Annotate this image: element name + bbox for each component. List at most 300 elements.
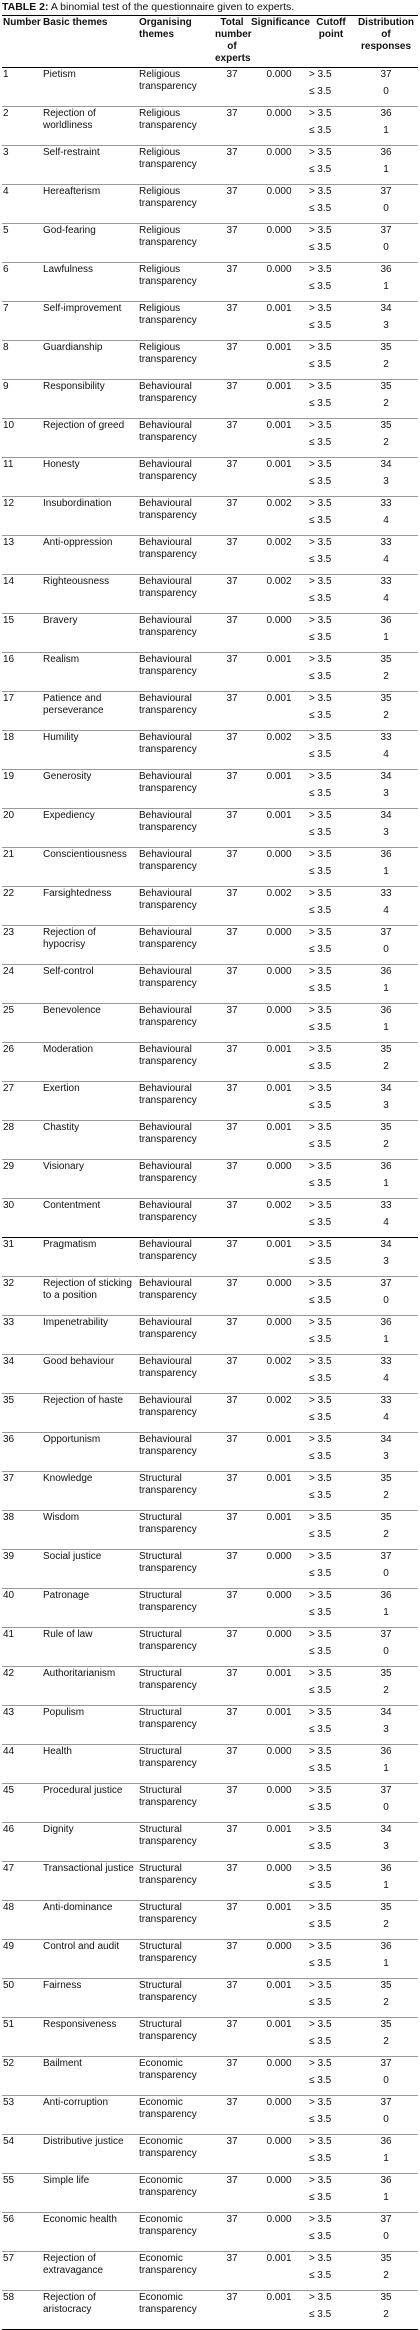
cell-distribution — [354, 1901, 418, 1940]
cell-organising-theme: Structural transparency — [138, 1940, 214, 1979]
cell-organising-theme: Religious transparency — [138, 107, 214, 146]
cell-total-experts: 37 — [214, 1667, 250, 1706]
cell-significance: 0.000 — [250, 1784, 308, 1823]
cell-cutoff-point — [308, 458, 354, 497]
distribution-below: 0 — [383, 2231, 389, 2242]
cell-number: 37 — [2, 1472, 42, 1511]
distribution-above: 34 — [380, 1824, 392, 1835]
cutoff-above: > 3.5 — [309, 225, 332, 236]
distribution-above: 33 — [380, 576, 392, 587]
cell-cutoff-point — [308, 2213, 354, 2252]
cell-basic-theme: Rejection of haste — [42, 1394, 138, 1433]
cell-significance: 0.002 — [250, 1199, 308, 1238]
cell-total-experts: 37 — [214, 458, 250, 497]
cell-basic-theme: Conscientiousness — [42, 848, 138, 887]
table-row — [2, 1940, 418, 1979]
cell-number: 23 — [2, 926, 42, 965]
cell-total-experts: 37 — [214, 887, 250, 926]
cell-basic-theme: Insubordination — [42, 497, 138, 536]
cell-basic-theme: Guardianship — [42, 341, 138, 380]
cell-organising-theme: Economic transparency — [138, 2291, 214, 2330]
cell-significance: 0.000 — [250, 1160, 308, 1199]
cell-distribution — [354, 1433, 418, 1472]
table-caption-text: A binomial test of the questionnaire given to experts. — [50, 1, 295, 13]
cell-basic-theme: Responsiveness — [42, 2018, 138, 2057]
cell-significance: 0.000 — [250, 1550, 308, 1589]
cell-distribution — [354, 341, 418, 380]
cutoff-above: > 3.5 — [309, 1746, 332, 1757]
cutoff-above: > 3.5 — [309, 2136, 332, 2147]
table-row — [2, 1628, 418, 1667]
table-row — [2, 341, 418, 380]
cell-total-experts: 37 — [214, 2213, 250, 2252]
cell-distribution — [354, 458, 418, 497]
cell-organising-theme: Religious transparency — [138, 185, 214, 224]
cell-organising-theme: Structural transparency — [138, 1784, 214, 1823]
distribution-above: 36 — [380, 108, 392, 119]
cell-cutoff-point — [308, 1784, 354, 1823]
cell-significance: 0.001 — [250, 419, 308, 458]
cutoff-above: > 3.5 — [309, 888, 332, 899]
distribution-above: 34 — [380, 1434, 392, 1445]
distribution-below: 4 — [383, 1412, 389, 1423]
cell-significance: 0.002 — [250, 731, 308, 770]
table-row — [2, 68, 418, 107]
cell-number: 58 — [2, 2291, 42, 2330]
distribution-above: 36 — [380, 615, 392, 626]
cell-basic-theme: God-fearing — [42, 224, 138, 263]
distribution-below: 2 — [383, 1997, 389, 2008]
cutoff-below: ≤ 3.5 — [309, 593, 332, 604]
cell-number: 43 — [2, 1706, 42, 1745]
cell-basic-theme: Pragmatism — [42, 1238, 138, 1277]
distribution-below: 3 — [383, 476, 389, 487]
cutoff-above: > 3.5 — [309, 1278, 332, 1289]
cell-significance: 0.002 — [250, 536, 308, 575]
distribution-above: 35 — [380, 1122, 392, 1133]
distribution-below: 2 — [383, 437, 389, 448]
cell-number: 20 — [2, 809, 42, 848]
cutoff-above: > 3.5 — [309, 1161, 332, 1172]
cell-organising-theme: Structural transparency — [138, 1823, 214, 1862]
cell-distribution — [354, 1199, 418, 1238]
distribution-above: 35 — [380, 420, 392, 431]
cutoff-below: ≤ 3.5 — [309, 554, 332, 565]
distribution-above: 33 — [380, 498, 392, 509]
cell-total-experts: 37 — [214, 1277, 250, 1316]
cell-cutoff-point — [308, 848, 354, 887]
cell-significance: 0.000 — [250, 107, 308, 146]
cell-total-experts: 37 — [214, 2018, 250, 2057]
cell-significance: 0.001 — [250, 1667, 308, 1706]
table-row — [2, 1589, 418, 1628]
cell-organising-theme: Economic transparency — [138, 2057, 214, 2096]
cutoff-below: ≤ 3.5 — [309, 281, 332, 292]
binomial-test-table — [2, 15, 418, 2330]
cell-significance: 0.001 — [250, 809, 308, 848]
cutoff-above: > 3.5 — [309, 1512, 332, 1523]
cell-total-experts: 37 — [214, 1550, 250, 1589]
cell-organising-theme: Economic transparency — [138, 2252, 214, 2291]
cell-basic-theme: Opportunism — [42, 1433, 138, 1472]
cell-organising-theme: Religious transparency — [139, 69, 197, 92]
cell-number: 42 — [2, 1667, 42, 1706]
cutoff-below: ≤ 3.5 — [309, 359, 332, 370]
cell-number: 47 — [2, 1862, 42, 1901]
cell-distribution — [354, 224, 418, 263]
table-row — [2, 1355, 418, 1394]
cell-total-experts: 37 — [214, 497, 250, 536]
cell-significance: 0.001 — [250, 1901, 308, 1940]
cell-distribution — [354, 2291, 418, 2330]
cutoff-above: > 3.5 — [309, 927, 332, 938]
cell-cutoff-point — [308, 1550, 354, 1589]
distribution-above: 33 — [380, 1200, 392, 1211]
cell-total-experts: 37 — [214, 185, 250, 224]
cutoff-below: ≤ 3.5 — [309, 1490, 332, 1501]
cutoff-above: > 3.5 — [309, 2097, 332, 2108]
cell-number: 55 — [2, 2174, 42, 2213]
cell-basic-theme: Anti-corruption — [42, 2096, 138, 2135]
cutoff-below: ≤ 3.5 — [309, 749, 332, 760]
distribution-below: 4 — [383, 593, 389, 604]
cell-basic-theme: Rejection of worldliness — [42, 107, 138, 146]
cutoff-below: ≤ 3.5 — [309, 905, 332, 916]
distribution-above: 36 — [380, 2136, 392, 2147]
cell-number: 29 — [2, 1160, 42, 1199]
cell-total-experts: 37 — [214, 536, 250, 575]
cell-basic-theme: Self-improvement — [42, 302, 138, 341]
table-row — [2, 1550, 418, 1589]
cell-distribution — [354, 2252, 418, 2291]
cell-significance: 0.000 — [250, 1589, 308, 1628]
cell-number: 7 — [2, 302, 42, 341]
cell-organising-theme: Behavioural transparency — [138, 1355, 214, 1394]
cell-total-experts: 37 — [214, 692, 250, 731]
table-row — [2, 1706, 418, 1745]
cell-number: 36 — [2, 1433, 42, 1472]
cutoff-above: > 3.5 — [309, 498, 332, 509]
cell-cutoff-point — [308, 107, 354, 146]
cell-basic-theme: Populism — [42, 1706, 138, 1745]
cell-total-experts: 37 — [214, 731, 250, 770]
cell-total-experts: 37 — [214, 848, 250, 887]
table-row — [2, 1394, 418, 1433]
cell-significance: 0.000 — [250, 2057, 308, 2096]
cell-distribution — [354, 692, 418, 731]
distribution-above: 36 — [380, 1005, 392, 1016]
table-caption — [2, 0, 418, 14]
cell-significance: 0.001 — [250, 2252, 308, 2291]
cutoff-below: ≤ 3.5 — [309, 944, 332, 955]
distribution-above: 35 — [380, 1668, 392, 1679]
cell-significance: 0.002 — [250, 497, 308, 536]
cutoff-below: ≤ 3.5 — [309, 1373, 332, 1384]
cell-distribution — [354, 1394, 418, 1433]
distribution-below: 1 — [383, 983, 389, 994]
cutoff-above: > 3.5 — [309, 2175, 332, 2186]
cell-organising-theme: Behavioural transparency — [138, 692, 214, 731]
cell-cutoff-point — [308, 1706, 354, 1745]
cutoff-above: > 3.5 — [309, 2058, 332, 2069]
cell-total-experts: 37 — [214, 575, 250, 614]
distribution-above: 33 — [380, 732, 392, 743]
cell-significance: 0.000 — [250, 1940, 308, 1979]
cutoff-above: > 3.5 — [309, 2253, 332, 2264]
table-row — [2, 926, 418, 965]
cell-distribution — [354, 1628, 418, 1667]
cell-basic-theme: Expediency — [42, 809, 138, 848]
cutoff-below: ≤ 3.5 — [309, 2036, 332, 2047]
cell-distribution — [354, 809, 418, 848]
cell-cutoff-point — [308, 2135, 354, 2174]
cell-distribution — [354, 1979, 418, 2018]
header-total-experts: Total number of experts — [214, 16, 250, 68]
cutoff-below: ≤ 3.5 — [309, 1763, 332, 1774]
cell-distribution — [354, 302, 418, 341]
distribution-below: 1 — [383, 1958, 389, 1969]
cell-organising-theme: Religious transparency — [138, 146, 214, 185]
distribution-above: 36 — [380, 1161, 392, 1172]
table-row — [2, 2291, 418, 2330]
cell-total-experts: 37 — [214, 224, 250, 263]
table-row — [2, 2057, 418, 2096]
cell-significance: 0.002 — [250, 575, 308, 614]
distribution-above: 36 — [380, 1317, 392, 1328]
cutoff-below: ≤ 3.5 — [309, 2231, 332, 2242]
cell-significance: 0.000 — [250, 2096, 308, 2135]
cell-significance: 0.000 — [250, 185, 308, 224]
cell-total-experts: 37 — [214, 1160, 250, 1199]
cutoff-below: ≤ 3.5 — [309, 515, 332, 526]
cell-distribution — [354, 2096, 418, 2135]
cell-organising-theme: Behavioural transparency — [138, 1160, 214, 1199]
cell-distribution — [354, 107, 418, 146]
distribution-above: 36 — [380, 1941, 392, 1952]
distribution-below: 4 — [383, 1217, 389, 1228]
cell-significance: 0.000 — [250, 224, 308, 263]
cell-cutoff-point — [308, 185, 354, 224]
cell-organising-theme: Economic transparency — [138, 2174, 214, 2213]
cell-basic-theme: Bailment — [42, 2057, 138, 2096]
cell-total-experts: 37 — [214, 2096, 250, 2135]
cell-cutoff-point — [308, 809, 354, 848]
cell-total-experts: 37 — [214, 302, 250, 341]
cutoff-above: > 3.5 — [309, 654, 332, 665]
cutoff-above: > 3.5 — [309, 147, 332, 158]
cutoff-below: ≤ 3.5 — [309, 1607, 332, 1618]
table-row — [2, 224, 418, 263]
cell-basic-theme: Distributive justice — [42, 2135, 138, 2174]
distribution-above: 37 — [380, 927, 392, 938]
cell-significance: 0.001 — [250, 1043, 308, 1082]
cell-total-experts: 37 — [214, 107, 250, 146]
distribution-below: 0 — [383, 242, 389, 253]
cell-cutoff-point — [308, 263, 354, 302]
distribution-below: 2 — [383, 710, 389, 721]
cutoff-above: > 3.5 — [309, 1551, 332, 1562]
cell-number: 6 — [2, 263, 42, 302]
cell-total-experts: 37 — [214, 1628, 250, 1667]
cutoff-above: > 3.5 — [309, 2019, 332, 2030]
table-row — [2, 497, 418, 536]
table-row — [2, 1199, 418, 1238]
cell-significance: 0.000 — [250, 263, 308, 302]
cell-total-experts: 37 — [214, 1316, 250, 1355]
cell-total-experts: 37 — [214, 1043, 250, 1082]
cell-cutoff-point — [308, 1238, 354, 1277]
cell-cutoff-point — [308, 1979, 354, 2018]
cell-organising-theme: Behavioural transparency — [138, 380, 214, 419]
distribution-above: 36 — [380, 2175, 392, 2186]
distribution-below: 1 — [383, 2153, 389, 2164]
cutoff-below: ≤ 3.5 — [309, 1529, 332, 1540]
cell-distribution — [354, 185, 418, 224]
cell-distribution — [354, 1277, 418, 1316]
cell-cutoff-point — [308, 536, 354, 575]
cutoff-above: > 3.5 — [309, 1785, 332, 1796]
distribution-below: 0 — [383, 944, 389, 955]
cutoff-below: ≤ 3.5 — [309, 983, 332, 994]
cell-basic-theme: Good behaviour — [42, 1355, 138, 1394]
distribution-above: 37 — [380, 1551, 392, 1562]
cell-cutoff-point — [308, 1628, 354, 1667]
table-row — [2, 185, 418, 224]
cell-basic-theme: Responsibility — [42, 380, 138, 419]
cell-number: 2 — [2, 107, 42, 146]
distribution-below: 0 — [383, 86, 389, 97]
cell-total-experts: 37 — [214, 653, 250, 692]
distribution-below: 2 — [383, 2309, 389, 2320]
cell-distribution — [354, 731, 418, 770]
cutoff-below: ≤ 3.5 — [309, 671, 332, 682]
cell-distribution — [354, 1862, 418, 1901]
table-row — [2, 1277, 418, 1316]
cell-basic-theme: Honesty — [42, 458, 138, 497]
distribution-above: 35 — [380, 342, 392, 353]
cutoff-below: ≤ 3.5 — [309, 866, 332, 877]
cell-organising-theme: Structural transparency — [138, 1745, 214, 1784]
distribution-above: 34 — [380, 771, 392, 782]
table-row — [2, 1082, 418, 1121]
table-row — [2, 1238, 418, 1277]
cell-cutoff-point — [308, 146, 354, 185]
cell-distribution — [354, 2018, 418, 2057]
cell-cutoff-point — [308, 1823, 354, 1862]
cell-basic-theme: Self-control — [42, 965, 138, 1004]
table-row — [2, 1121, 418, 1160]
distribution-above: 34 — [380, 303, 392, 314]
cell-cutoff-point — [308, 1043, 354, 1082]
distribution-above: 35 — [380, 1473, 392, 1484]
cell-significance: 0.000 — [250, 848, 308, 887]
cell-number: 17 — [2, 692, 42, 731]
table-row — [2, 536, 418, 575]
cell-total-experts: 37 — [214, 1940, 250, 1979]
cell-number: 24 — [2, 965, 42, 1004]
cell-significance: 0.001 — [250, 1511, 308, 1550]
cell-distribution — [354, 1160, 418, 1199]
cell-significance: 0.001 — [250, 692, 308, 731]
cell-number: 45 — [2, 1784, 42, 1823]
table-row — [2, 575, 418, 614]
cell-organising-theme: Behavioural transparency — [138, 1121, 214, 1160]
cell-number: 19 — [2, 770, 42, 809]
distribution-above: 34 — [380, 1083, 392, 1094]
cell-significance: 0.001 — [250, 2018, 308, 2057]
cell-distribution — [354, 653, 418, 692]
table-row — [2, 302, 418, 341]
cell-organising-theme: Economic transparency — [138, 2213, 214, 2252]
cutoff-above: > 3.5 — [309, 303, 332, 314]
cell-number: 21 — [2, 848, 42, 887]
cell-basic-theme: Pietism — [43, 69, 76, 80]
distribution-below: 1 — [383, 1178, 389, 1189]
cutoff-below: ≤ 3.5 — [309, 437, 332, 448]
cell-number: 48 — [2, 1901, 42, 1940]
cell-basic-theme: Wisdom — [42, 1511, 138, 1550]
cutoff-above: > 3.5 — [309, 1005, 332, 1016]
cell-distribution — [354, 1316, 418, 1355]
distribution-below: 3 — [383, 1451, 389, 1462]
cell-organising-theme: Behavioural transparency — [138, 575, 214, 614]
distribution-below: 4 — [383, 515, 389, 526]
cell-basic-theme: Exertion — [42, 1082, 138, 1121]
cell-basic-theme: Hereafterism — [42, 185, 138, 224]
cell-number: 10 — [2, 419, 42, 458]
cutoff-below: ≤ 3.5 — [309, 1802, 332, 1813]
cell-number: 9 — [2, 380, 42, 419]
cell-total-experts: 37 — [214, 2174, 250, 2213]
cell-significance: 0.000 — [250, 614, 308, 653]
cell-organising-theme: Behavioural transparency — [138, 1316, 214, 1355]
cell-significance: 0.001 — [250, 653, 308, 692]
cell-total-experts: 37 — [214, 809, 250, 848]
table-row — [2, 1979, 418, 2018]
distribution-above: 36 — [380, 1746, 392, 1757]
cell-total-experts: 37 — [214, 419, 250, 458]
cell-basic-theme: Dignity — [42, 1823, 138, 1862]
table-row — [2, 146, 418, 185]
distribution-below: 2 — [383, 1919, 389, 1930]
cell-significance: 0.001 — [250, 302, 308, 341]
header-number: Number — [2, 16, 42, 68]
cell-cutoff-point — [308, 2057, 354, 2096]
cell-distribution — [354, 536, 418, 575]
distribution-below: 2 — [383, 671, 389, 682]
cell-basic-theme: Chastity — [42, 1121, 138, 1160]
distribution-below: 2 — [383, 1490, 389, 1501]
table-body — [2, 68, 418, 2330]
cutoff-above: > 3.5 — [309, 381, 332, 392]
cutoff-above: > 3.5 — [309, 1863, 332, 1874]
cell-total-experts: 37 — [214, 1823, 250, 1862]
table-row — [2, 770, 418, 809]
table-row — [2, 380, 418, 419]
cell-cutoff-point — [308, 614, 354, 653]
cutoff-above: > 3.5 — [309, 1122, 332, 1133]
table-row — [2, 1472, 418, 1511]
cutoff-above: > 3.5 — [309, 615, 332, 626]
distribution-below: 2 — [383, 1061, 389, 1072]
cutoff-below: ≤ 3.5 — [309, 1685, 332, 1696]
distribution-below: 0 — [383, 1568, 389, 1579]
cell-number: 28 — [2, 1121, 42, 1160]
distribution-above: 33 — [380, 1395, 392, 1406]
distribution-below: 1 — [383, 1880, 389, 1891]
cell-cutoff-point — [308, 1082, 354, 1121]
cutoff-above: > 3.5 — [309, 1824, 332, 1835]
